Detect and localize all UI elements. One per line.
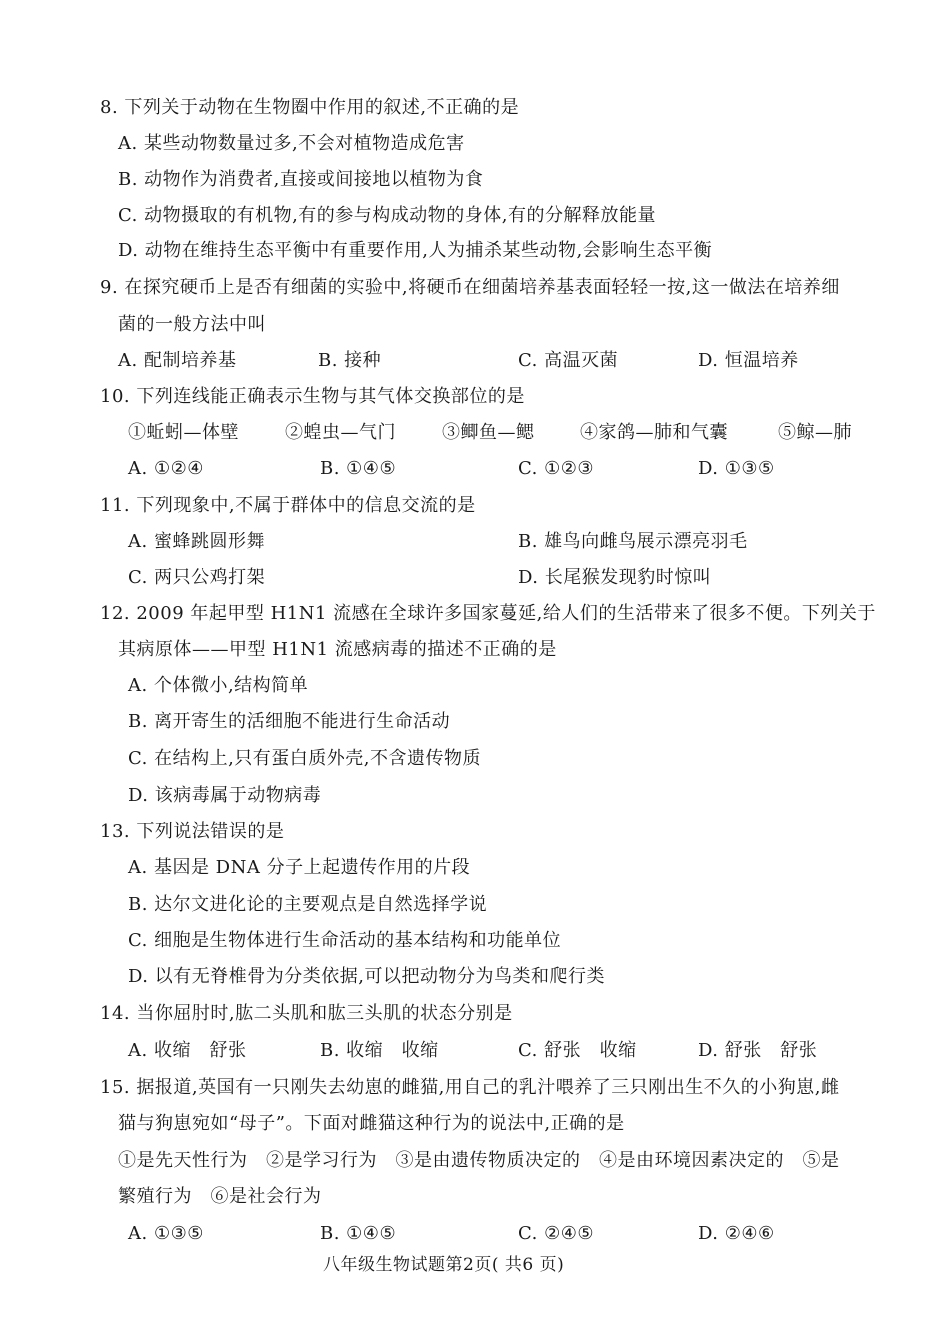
question-10-option-d: D. ①③⑤ bbox=[698, 458, 775, 479]
question-15-stem: 15. 据报道,英国有一只刚失去幼崽的雌猫,用自己的乳汁喂养了三只刚出生不久的小狗崽,雌 bbox=[100, 1077, 840, 1098]
question-12-option-d: D. 该病毒属于动物病毒 bbox=[128, 785, 322, 806]
question-12-option-b: B. 离开寄生的活细胞不能进行生命活动 bbox=[128, 711, 451, 732]
question-10-option-b: B. ①④⑤ bbox=[320, 458, 397, 479]
question-13-option-d: D. 以有无脊椎骨为分类依据,可以把动物分为鸟类和爬行类 bbox=[128, 966, 605, 987]
question-11-option-a: A. 蜜蜂跳圆形舞 bbox=[128, 531, 265, 552]
question-14-option-d: D. 舒张 舒张 bbox=[698, 1040, 818, 1061]
question-11-option-d: D. 长尾猴发现豹时惊叫 bbox=[518, 567, 712, 588]
question-14-option-c: C. 舒张 收缩 bbox=[518, 1040, 637, 1061]
question-15-option-b: B. ①④⑤ bbox=[320, 1223, 397, 1244]
question-15-items-line-1: ①是先天性行为 ②是学习行为 ③是由遗传物质决定的 ④是由环境因素决定的 ⑤是 bbox=[118, 1150, 840, 1171]
question-9-stem: 9. 在探究硬币上是否有细菌的实验中,将硬币在细菌培养基表面轻轻一按,这一做法在培养细 bbox=[100, 277, 840, 298]
question-8-option-d: D. 动物在维持生态平衡中有重要作用,人为捕杀某些动物,会影响生态平衡 bbox=[118, 240, 713, 261]
question-10-item-2: ②蝗虫—气门 bbox=[285, 422, 396, 443]
question-8-option-c: C. 动物摄取的有机物,有的参与构成动物的身体,有的分解释放能量 bbox=[118, 205, 657, 226]
question-10-item-3: ③鲫鱼—鳃 bbox=[442, 422, 535, 443]
question-9-option-d: D. 恒温培养 bbox=[698, 350, 799, 371]
question-9-stem-cont: 菌的一般方法中叫 bbox=[118, 314, 266, 335]
question-12-option-c: C. 在结构上,只有蛋白质外壳,不含遗传物质 bbox=[128, 748, 482, 769]
page-footer: 八年级生物试题第2页( 共6 页) bbox=[323, 1255, 565, 1275]
question-15-items-line-2: 繁殖行为 ⑥是社会行为 bbox=[118, 1186, 322, 1207]
question-14-stem: 14. 当你屈肘时,肱二头肌和肱三头肌的状态分别是 bbox=[100, 1003, 513, 1024]
question-10-option-c: C. ①②③ bbox=[518, 458, 594, 479]
question-15-stem-cont: 猫与狗崽宛如“母子”。下面对雌猫这种行为的说法中,正确的是 bbox=[118, 1113, 625, 1134]
question-9-option-c: C. 高温灭菌 bbox=[518, 350, 619, 371]
question-8-option-a: A. 某些动物数量过多,不会对植物造成危害 bbox=[118, 133, 465, 154]
question-15-option-a: A. ①③⑤ bbox=[128, 1223, 204, 1244]
question-12-stem-cont: 其病原体——甲型 H1N1 流感病毒的描述不正确的是 bbox=[118, 639, 557, 660]
question-11-option-b: B. 雄鸟向雌鸟展示漂亮羽毛 bbox=[518, 531, 748, 552]
question-14-option-a: A. 收缩 舒张 bbox=[128, 1040, 247, 1061]
question-13-option-c: C. 细胞是生物体进行生命活动的基本结构和功能单位 bbox=[128, 930, 562, 951]
question-9-option-a: A. 配制培养基 bbox=[118, 350, 237, 371]
question-9-option-b: B. 接种 bbox=[318, 350, 382, 371]
question-12-option-a: A. 个体微小,结构简单 bbox=[128, 675, 309, 696]
question-8-stem: 8. 下列关于动物在生物圈中作用的叙述,不正确的是 bbox=[100, 97, 520, 118]
question-13-option-a: A. 基因是 DNA 分子上起遗传作用的片段 bbox=[128, 857, 471, 878]
question-10-item-4: ④家鸽—肺和气囊 bbox=[580, 422, 728, 443]
question-15-option-c: C. ②④⑤ bbox=[518, 1223, 594, 1244]
question-13-option-b: B. 达尔文进化论的主要观点是自然选择学说 bbox=[128, 894, 488, 915]
question-15-option-d: D. ②④⑥ bbox=[698, 1223, 775, 1244]
question-10-stem: 10. 下列连线能正确表示生物与其气体交换部位的是 bbox=[100, 386, 525, 407]
question-10-option-a: A. ①②④ bbox=[128, 458, 204, 479]
question-10-item-1: ①蚯蚓—体壁 bbox=[128, 422, 239, 443]
question-12-stem: 12. 2009 年起甲型 H1N1 流感在全球许多国家蔓延,给人们的生活带来了很多不便。下列关于 bbox=[100, 603, 876, 624]
question-8-option-b: B. 动物作为消费者,直接或间接地以植物为食 bbox=[118, 169, 484, 190]
question-11-option-c: C. 两只公鸡打架 bbox=[128, 567, 266, 588]
question-13-stem: 13. 下列说法错误的是 bbox=[100, 821, 285, 842]
question-10-item-5: ⑤鲸—肺 bbox=[778, 422, 852, 443]
question-14-option-b: B. 收缩 收缩 bbox=[320, 1040, 439, 1061]
question-11-stem: 11. 下列现象中,不属于群体中的信息交流的是 bbox=[100, 495, 476, 516]
